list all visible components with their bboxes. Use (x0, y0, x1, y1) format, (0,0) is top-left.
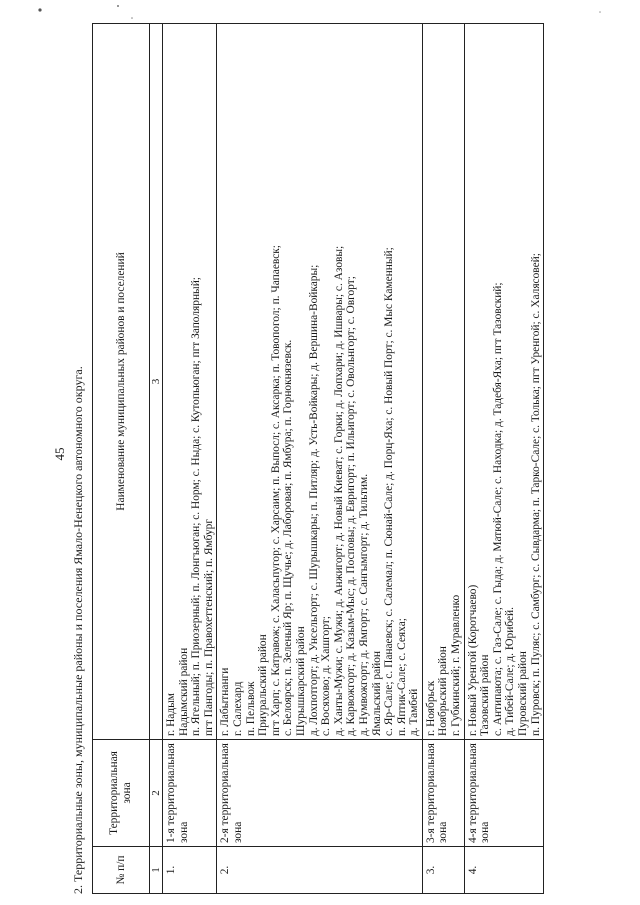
settlements-cell (163, 24, 217, 740)
settlement-line: Пуровский район (517, 651, 530, 736)
header-row (93, 24, 150, 894)
settlement-line: п. Пуровск; п. Пуляс; с. Самбург; с. Сывдарма; п. Тарко-Сале; с. Толька; пгт Уренгой; с. Халясовей; (529, 253, 542, 736)
settlement-line: д. Тамбей (408, 688, 421, 736)
settlement-line: д. Ханты-Мужи; с. Мужи; д. Анжигорт; д. Новый Киеват; с. Горки; д. Лопхари; д. Ишвары; с. Азовы; (332, 245, 345, 736)
table-row (422, 24, 464, 894)
settlement-line: Ноябрьский район (437, 646, 450, 736)
settlement-line: д. Карвожгорт; д. Казым-Мыс; д. Посповы; д. Евригорт; п. Ильигорт; с. Овольнгорт; с. Овгорт; (345, 276, 358, 736)
header-zone: Территориальная зона (93, 740, 150, 847)
col-number: 2 (150, 740, 163, 847)
settlement-line: п. Пельвож (244, 681, 257, 736)
settlement-line: д. Нумвожгорт; д. Ямгорт; с. Сангымгорт; д. Тильтим. (357, 473, 370, 736)
settlements-cell (464, 24, 544, 740)
settlement-line: Ямальский район (370, 650, 383, 736)
settlement-line: г. Салехард (231, 681, 244, 736)
table-row (163, 24, 217, 894)
column-numbers-row (150, 24, 163, 894)
settlement-line: с. Белоярск; п. Зеленый Яр; п. Щучье; д. Лаборовая; п. Ямбура; п. Горнокнязевск. (282, 339, 295, 736)
settlements-cell (217, 24, 423, 740)
settlement-line: пгт Пангоды; п. Правохеттенский; п. Ямбург (202, 518, 215, 736)
settlement-line: с. Яр-Сале; с. Панаевск; с. Салемал; п. Сюнай-Сале; д. Порц-Яха; с. Новый Порт; с. Мыс Каменный; (383, 247, 396, 736)
settlement-line: г. Губкинский; г. Муравленко (450, 594, 463, 736)
col-number: 3 (150, 24, 163, 740)
table-row (217, 24, 423, 894)
settlement-line: г. Новый Уренгой (Коротчаево) (466, 584, 479, 736)
settlement-line: Надымский район (177, 647, 190, 736)
settlement-line: Приуральский район (257, 634, 270, 736)
rotated-page (44, 14, 604, 894)
table-caption: 2. Территориальные зоны, муниципальные районы и поселения Ямало-Ненецкого автономного округа. (71, 366, 85, 894)
zone-name: 3-я территориальная зона (422, 740, 464, 847)
settlement-line: д. Тибей-Сале; д. Юрибей. (504, 607, 517, 736)
row-number: 3. (422, 847, 464, 894)
page-number: 45 (52, 447, 67, 461)
settlement-line: г. Лабытнанги (219, 667, 232, 736)
settlement-line: пгт Харп; с. Катравож; с. Халасьпугор; с. Харсаим; п. Выпосл; с. Аксарка; п. Товопогол; п. Чапаевск; (269, 245, 282, 736)
row-number: 2. (217, 847, 423, 894)
header-names: Наименование муниципальных районов и поселений (93, 24, 150, 740)
col-number: 1 (150, 847, 163, 894)
row-number: 1. (163, 847, 217, 894)
header-num: № п/п (93, 847, 150, 894)
settlements-cell (422, 24, 464, 740)
settlement-line: п. Ягельный; п. Приозерный; п. Лонгъюган; с. Норм; с. Ныда; с. Кутопьюган; пгт Заполярный; (190, 277, 203, 736)
zone-name: 4-я территориальная зона (464, 740, 544, 847)
settlement-line: Шурышкарский район (294, 626, 307, 736)
settlement-line: с. Восяхово; д. Хашгорт; (320, 616, 333, 736)
zones-table (92, 23, 544, 894)
row-number: 4. (464, 847, 544, 894)
settlement-line: Тазовский район (479, 654, 492, 736)
settlement-line: г. Надым (165, 692, 177, 736)
settlement-line: г. Ноябрьск (424, 680, 437, 736)
settlement-line: п. Яптик-Сале; с. Сеяха; (395, 618, 408, 736)
settlement-line: д. Лохпотгорт; д. Унсельгорт; с. Шурышкары; п. Питляр; д. Усть-Войкары; д. Вершина-Войкары; (307, 264, 320, 736)
settlement-line: с. Антипаюта; с. Газ-Сале; с. Гыда; д. Матюй-Сале; с. Находка; д. Тадебя-Яха; пгт Тазовский; (491, 282, 504, 736)
zone-name: 1-я территориальная зона (163, 740, 217, 847)
zone-name: 2-я территориальная зона (217, 740, 423, 847)
table-row (464, 24, 544, 894)
table-body (163, 24, 544, 894)
